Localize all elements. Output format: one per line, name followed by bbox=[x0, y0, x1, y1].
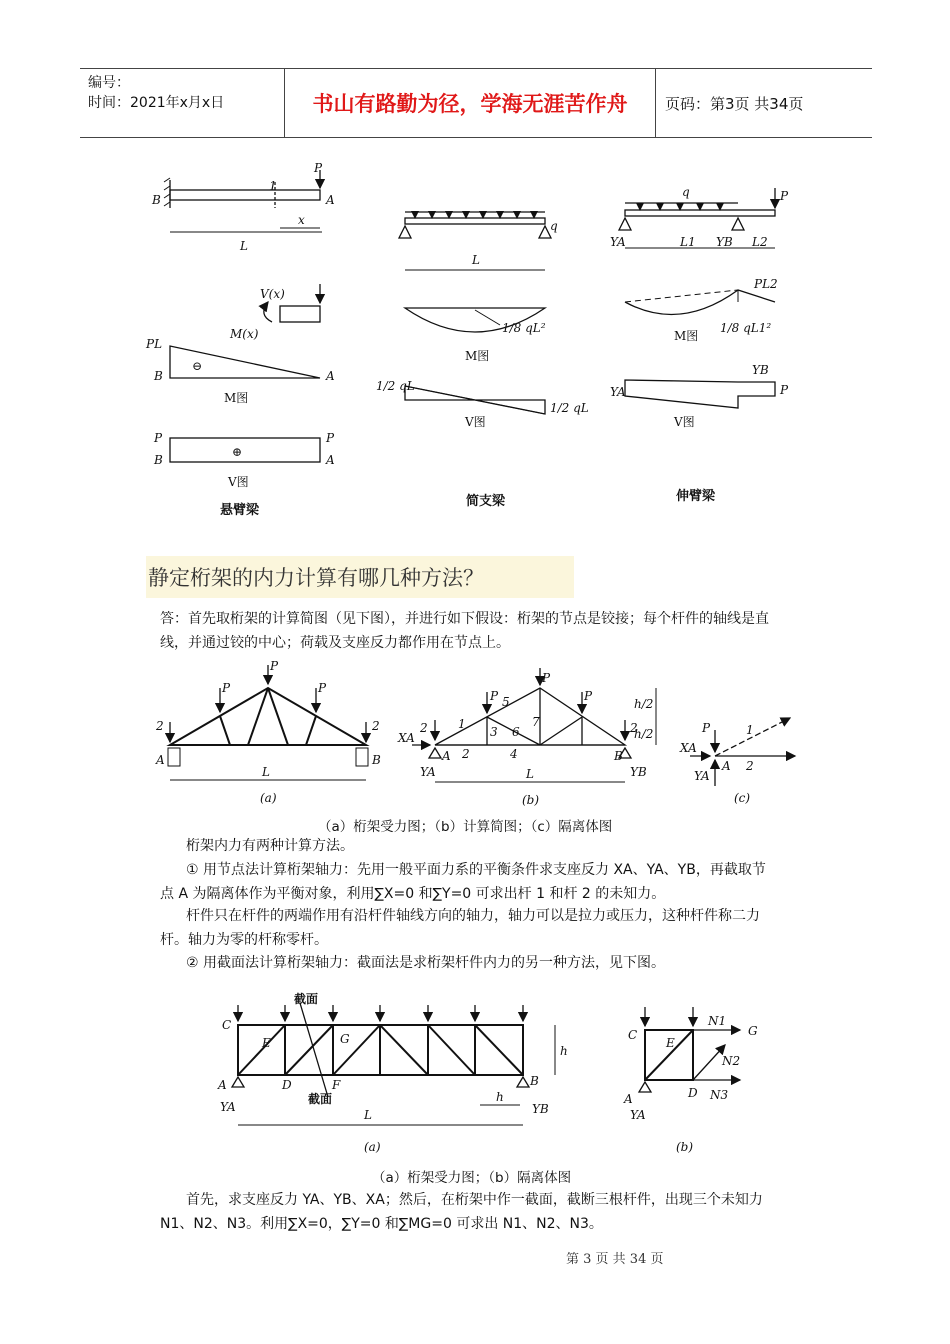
two-force-member-paragraph: 杆件只在杆件的两端作用有沿杆件轴线方向的轴力，轴力可以是拉力或压力，这种杆件称二力杆。轴力为零的杆称零杆。 bbox=[160, 908, 760, 948]
cant-one: 1 bbox=[269, 179, 277, 193]
sec-C: C bbox=[222, 1018, 232, 1032]
truss-b-half-right: 2 bbox=[630, 721, 638, 735]
over-p: P bbox=[780, 189, 789, 203]
over-m-diagram: M图 bbox=[674, 329, 699, 343]
sec-A: A bbox=[218, 1078, 227, 1092]
cant-b: B bbox=[152, 193, 161, 207]
over-q: q bbox=[682, 185, 690, 199]
truss-b-n7: 7 bbox=[532, 715, 540, 729]
truss-b-B: B bbox=[614, 749, 623, 763]
cant-v-diagram: V图 bbox=[228, 475, 249, 489]
over-ya: YA bbox=[610, 235, 626, 249]
cant-v-a: A bbox=[326, 453, 335, 467]
cant-v-p2: P bbox=[326, 431, 335, 445]
page-header bbox=[80, 68, 872, 138]
truss-b-n4: 4 bbox=[510, 747, 518, 761]
truss-b-h2-bottom: h/2 bbox=[634, 727, 654, 741]
cant-v-p: P bbox=[154, 431, 163, 445]
truss-figure-caption: （a）桁架受力图；（b）计算简图；（c）隔离体图 bbox=[318, 819, 613, 835]
truss-c-ya: YA bbox=[694, 769, 710, 783]
methods-intro: 桁架内力有两种计算方法。 bbox=[186, 838, 354, 854]
sec-b-n2: N2 bbox=[722, 1054, 741, 1068]
truss-b-A: A bbox=[442, 749, 451, 763]
sec-section-bottom: 截面 bbox=[308, 1092, 333, 1106]
truss-a-l: L bbox=[262, 765, 270, 779]
sec-h-bottom: h bbox=[496, 1090, 504, 1104]
cant-v-b: B bbox=[154, 453, 163, 467]
truss-a-p1: P bbox=[222, 681, 231, 695]
section-method-steps: 首先，求支座反力 YA、YB、XA；然后，在桁架中作一截面，截断三根杆件，出现三个未知力 N1、N2、N3。利用∑X=0，∑Y=0 和∑MG=0 可求出 N1、N2、N3。 bbox=[160, 1192, 763, 1232]
cant-p: P bbox=[314, 161, 323, 175]
truss-b-yb: YB bbox=[630, 765, 647, 779]
sec-b-C: C bbox=[628, 1028, 638, 1042]
cant-pl: PL bbox=[146, 337, 163, 351]
truss-b-ya: YA bbox=[420, 765, 436, 779]
sec-E: E bbox=[262, 1036, 271, 1050]
truss-diagrams-figure bbox=[150, 660, 810, 810]
truss-b-n2: 2 bbox=[462, 747, 470, 761]
section-figure-caption: （a）桁架受力图；（b）隔离体图 bbox=[372, 1170, 572, 1186]
truss-c-n1: 1 bbox=[746, 723, 754, 737]
sec-F: F bbox=[332, 1078, 341, 1092]
sec-b-A: A bbox=[624, 1092, 633, 1106]
truss-b-n3: 3 bbox=[490, 725, 498, 739]
section-heading: 静定桁架的内力计算有哪几种方法？ bbox=[146, 556, 574, 598]
truss-b-caption: (b) bbox=[522, 793, 540, 807]
cant-minus: ⊖ bbox=[192, 359, 203, 373]
sec-b-n3: N3 bbox=[710, 1088, 729, 1102]
truss-c-A: A bbox=[722, 759, 731, 773]
truss-a-A: A bbox=[156, 753, 165, 767]
sec-b-n1: N1 bbox=[708, 1014, 727, 1028]
cant-m-a: A bbox=[326, 369, 335, 383]
sec-a-caption: (a) bbox=[364, 1140, 381, 1154]
sec-b-G: G bbox=[748, 1024, 758, 1038]
truss-b-p3: P bbox=[584, 689, 593, 703]
beam-diagrams-figure bbox=[140, 160, 800, 530]
over-l2: L2 bbox=[752, 235, 768, 249]
truss-b-p2: P bbox=[542, 671, 551, 685]
header-info bbox=[80, 69, 285, 137]
sec-b-ya: YA bbox=[630, 1108, 646, 1122]
truss-a-B: B bbox=[372, 753, 381, 767]
section-method-figure bbox=[200, 985, 780, 1160]
sec-D: D bbox=[282, 1078, 292, 1092]
truss-b-l: L bbox=[526, 767, 534, 781]
simple-v-diagram: V图 bbox=[465, 415, 486, 429]
truss-a-p2: P bbox=[270, 660, 279, 673]
sec-b-E: E bbox=[666, 1036, 675, 1050]
cant-m-b: B bbox=[154, 369, 163, 383]
simple-m-diagram: M图 bbox=[465, 349, 490, 363]
cant-plus: ⊕ bbox=[232, 445, 243, 459]
over-l1: L1 bbox=[680, 235, 696, 249]
cant-m-diagram: M图 bbox=[224, 391, 249, 405]
simple-m-label: 1/8 qL² bbox=[502, 321, 546, 335]
truss-b-h2-top: h/2 bbox=[634, 697, 654, 711]
doc-number-label: 编号： bbox=[88, 75, 130, 91]
sec-h: h bbox=[560, 1044, 568, 1058]
simple-caption: 简支梁 bbox=[466, 494, 506, 509]
sec-ya: YA bbox=[220, 1100, 236, 1114]
doc-date-label: 时间：2021年x月x日 bbox=[88, 95, 225, 111]
simple-q: q bbox=[550, 219, 558, 233]
simple-v-right: 1/2 qL bbox=[550, 401, 589, 415]
truss-b-xa: XA bbox=[398, 731, 415, 745]
cant-m: M(x) bbox=[230, 327, 259, 341]
over-yb: YB bbox=[716, 235, 733, 249]
sec-G: G bbox=[340, 1032, 350, 1046]
page-footer: 第 3 页 共 34 页 bbox=[566, 1252, 664, 1267]
answer-paragraph: 答：首先取桁架的计算简图（见下图），并进行如下假设：桁架的节点是铰接；每个杆件的轴线是直线，并通过铰的中心；荷载及支座反力都作用在节点上。 bbox=[160, 611, 769, 651]
simple-v-left: 1/2 qL bbox=[376, 379, 415, 393]
truss-a-half-right: 2 bbox=[372, 719, 380, 733]
over-v-yb: YB bbox=[752, 363, 769, 377]
sec-l: L bbox=[364, 1108, 372, 1122]
truss-c-xa: XA bbox=[680, 741, 697, 755]
truss-b-half-left: 2 bbox=[420, 721, 428, 735]
sec-B: B bbox=[530, 1074, 539, 1088]
cant-x: x bbox=[298, 213, 305, 227]
sec-yb: YB bbox=[532, 1102, 549, 1116]
node-method-paragraph: ① 用节点法计算桁架轴力：先用一般平面力系的平衡条件求支座反力 XA、YA、YB，再截取节点 A 为隔离体作为平衡对象，利用∑X=0 和∑Y=0 可求出杆 1 和杆 2 的未知力。 bbox=[160, 862, 766, 902]
truss-a-half-left: 2 bbox=[156, 719, 164, 733]
over-caption: 伸臂梁 bbox=[676, 489, 716, 504]
header-motto: 书山有路勤为径，学海无涯苦作舟 bbox=[285, 69, 656, 137]
header-page-label: 页码：第3页 共34页 bbox=[665, 94, 804, 113]
truss-c-caption: (c) bbox=[734, 791, 751, 805]
simple-l: L bbox=[472, 253, 480, 267]
over-v-p: P bbox=[780, 383, 789, 397]
truss-b-n1: 1 bbox=[458, 717, 466, 731]
sec-b-D: D bbox=[688, 1086, 698, 1100]
cant-v: V(x) bbox=[260, 287, 285, 301]
cant-l: L bbox=[240, 239, 248, 253]
over-v-diagram: V图 bbox=[674, 415, 695, 429]
over-v-ya: YA bbox=[610, 385, 626, 399]
truss-a-caption: (a) bbox=[260, 791, 277, 805]
truss-a-p3: P bbox=[318, 681, 327, 695]
sec-section-top: 截面 bbox=[294, 992, 319, 1006]
over-m-label: 1/8 qL1² bbox=[720, 321, 772, 335]
section-method-paragraph: ② 用截面法计算桁架轴力：截面法是求桁架杆件内力的另一种方法，见下图。 bbox=[186, 955, 665, 971]
truss-b-n6: 6 bbox=[512, 725, 520, 739]
sec-b-caption: (b) bbox=[676, 1140, 694, 1154]
truss-b-n5: 5 bbox=[502, 695, 510, 709]
cant-caption: 悬臂梁 bbox=[220, 503, 260, 518]
over-pl2: PL2 bbox=[754, 277, 778, 291]
truss-c-p: P bbox=[702, 721, 711, 735]
cant-a: A bbox=[326, 193, 335, 207]
truss-c-n2: 2 bbox=[746, 759, 754, 773]
truss-b-p1: P bbox=[490, 689, 499, 703]
